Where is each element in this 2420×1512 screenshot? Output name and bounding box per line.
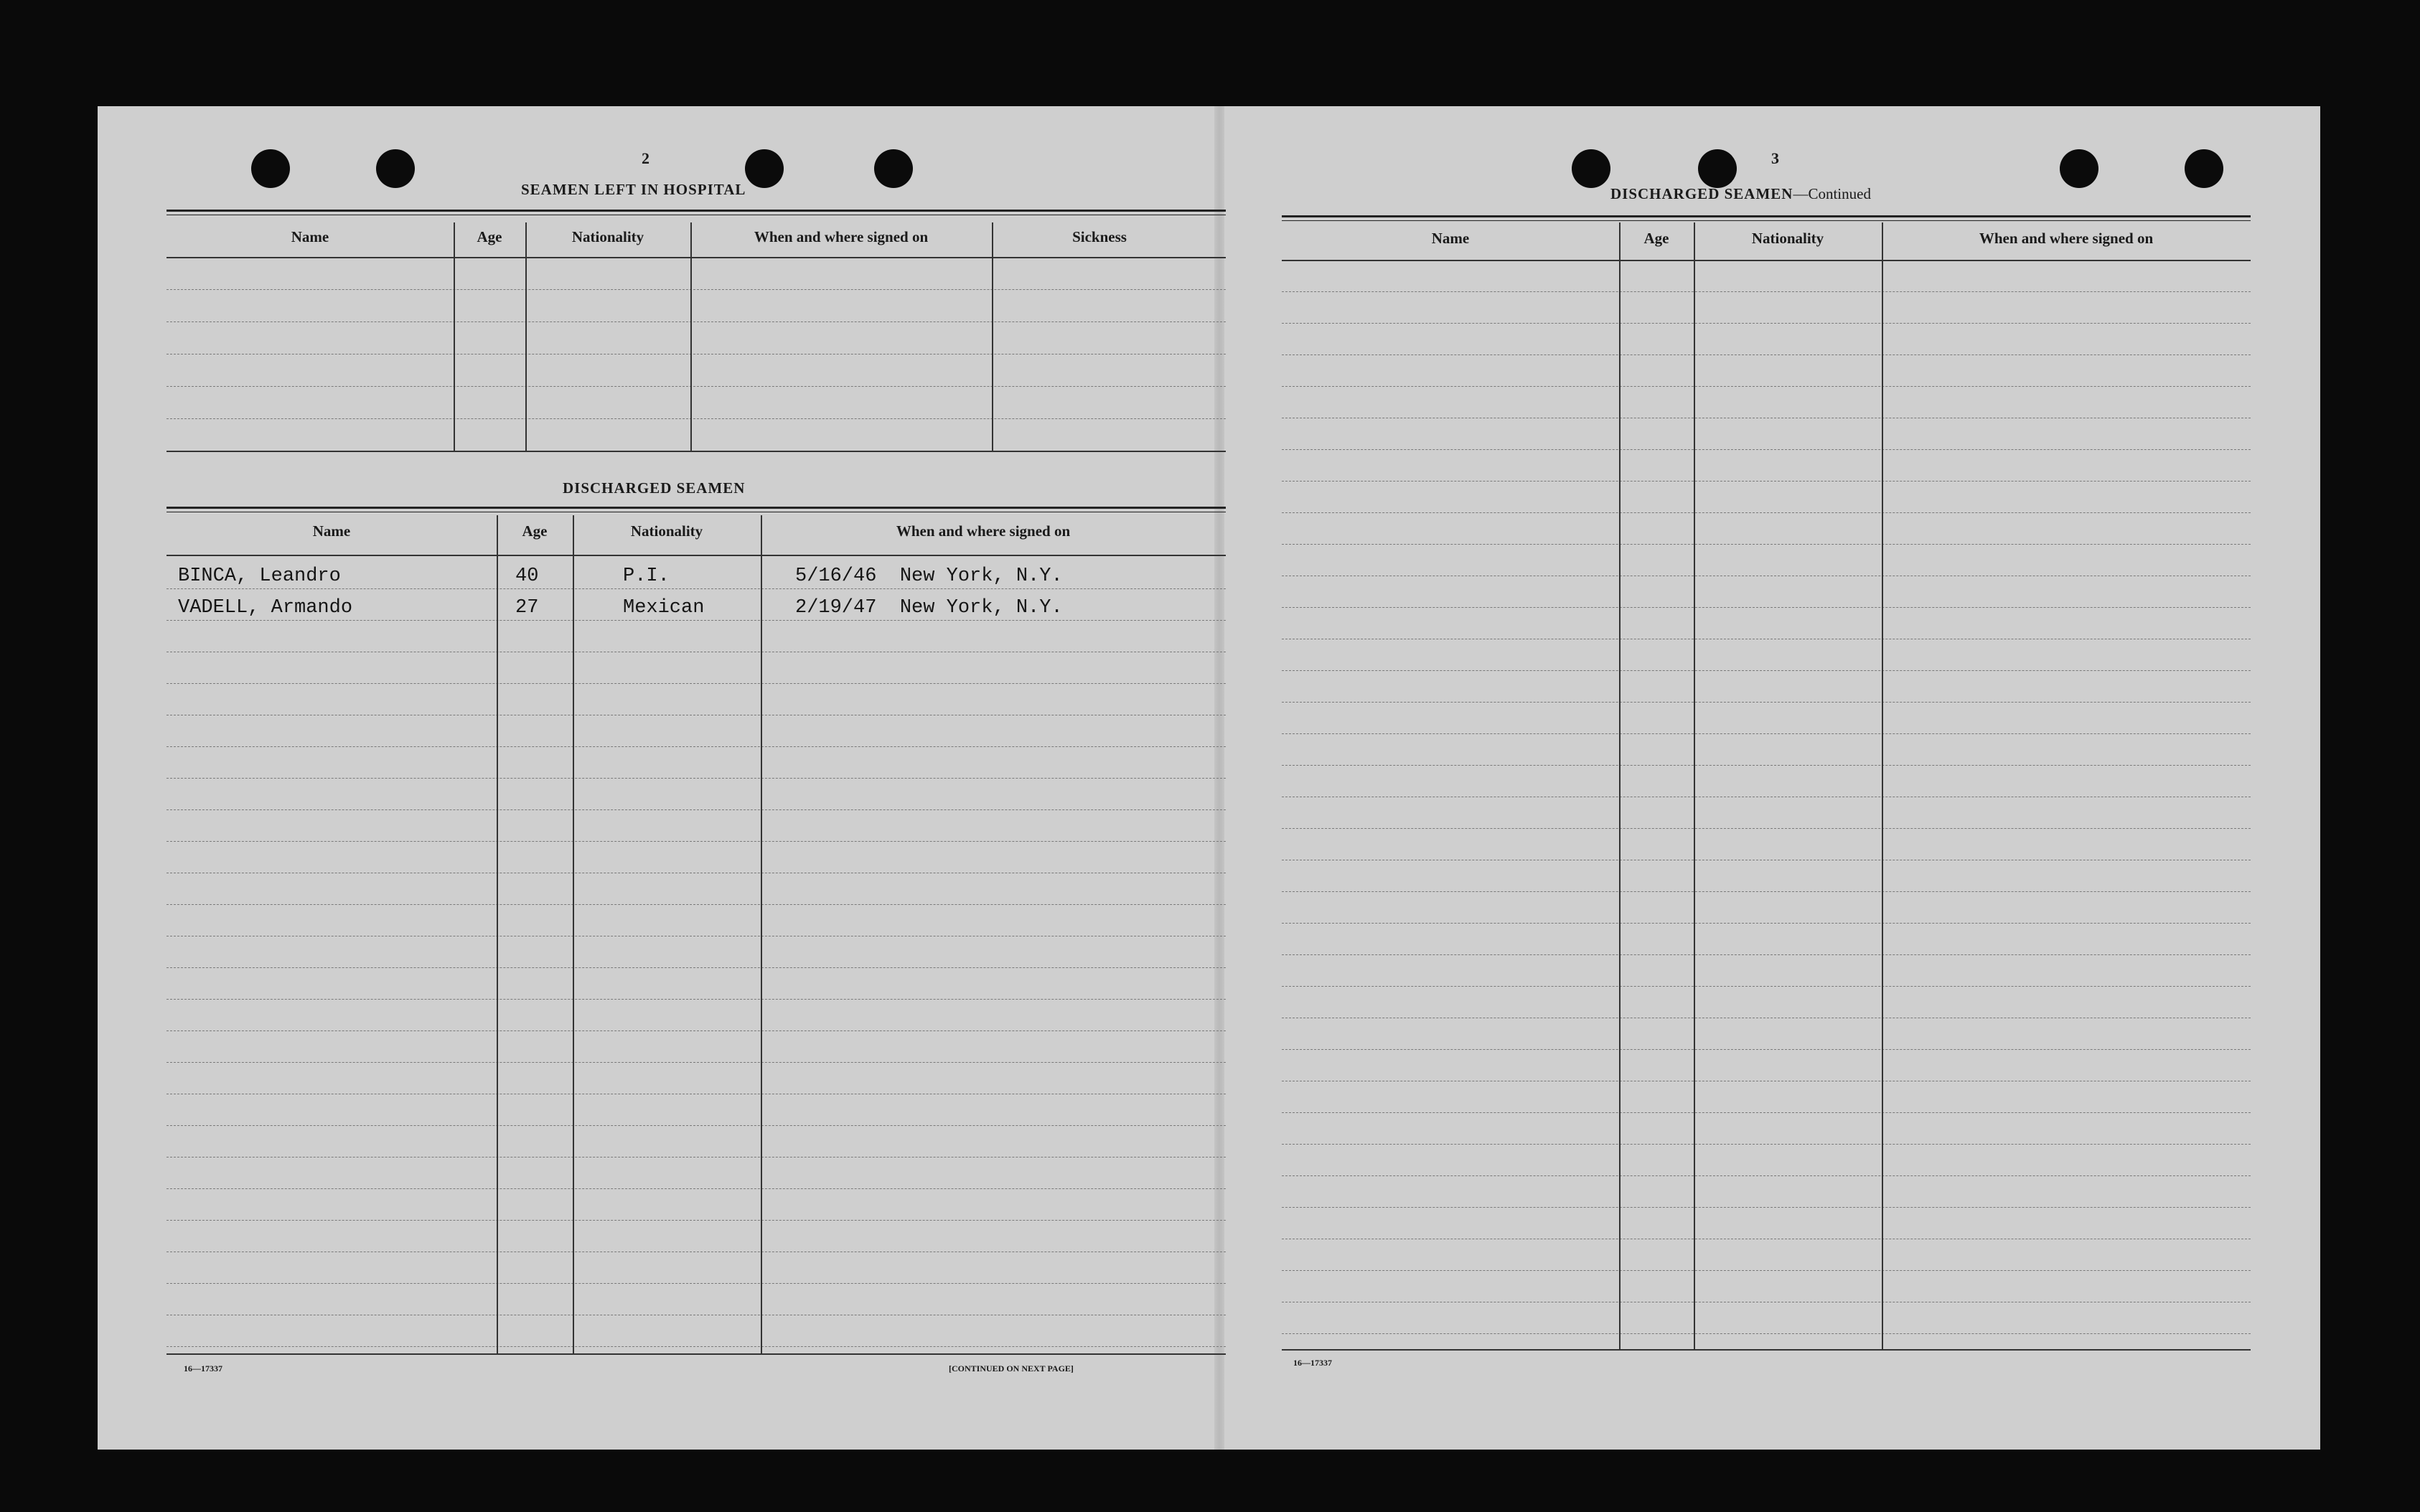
document-sheet	[98, 106, 2320, 1450]
ruled-line	[1282, 1175, 2251, 1176]
ruled-line	[1282, 449, 2251, 450]
discharged-bottom-rule	[167, 1353, 1226, 1355]
ruled-line	[1282, 733, 2251, 734]
ruled-line	[1282, 291, 2251, 292]
discharged-col-divider	[761, 515, 762, 1355]
right-bottom-rule	[1282, 1349, 2251, 1351]
row-1-nationality: P.I.	[623, 565, 670, 587]
ruled-line	[1282, 544, 2251, 545]
ruled-line	[167, 999, 1226, 1000]
hospital-header-nationality: Nationality	[571, 228, 644, 245]
ruled-line	[167, 746, 1226, 747]
ruled-line	[167, 778, 1226, 779]
discharged-header-name: Name	[312, 522, 351, 540]
ruled-line	[167, 321, 1226, 322]
ruled-line	[1282, 765, 2251, 766]
ruled-line	[167, 1125, 1226, 1126]
punch-hole	[1572, 149, 1610, 188]
ruled-line	[1282, 1049, 2251, 1050]
ruled-line	[1282, 354, 2251, 355]
continued-note: [CONTINUED ON NEXT PAGE]	[949, 1363, 1074, 1374]
ruled-line	[1282, 607, 2251, 608]
row-2-nationality: Mexican	[623, 597, 705, 619]
row-1-signed-on: 5/16/46 New York, N.Y.	[795, 565, 1063, 587]
right-top-rule	[1282, 215, 2251, 221]
ruled-line	[167, 588, 1226, 589]
ruled-line	[167, 841, 1226, 842]
ruled-line	[167, 1220, 1226, 1221]
discharged-col-divider	[497, 515, 498, 1355]
right-page	[1224, 106, 2320, 1450]
ruled-line	[1282, 512, 2251, 513]
ruled-line	[167, 967, 1226, 968]
punch-hole	[874, 149, 913, 188]
ruled-line	[1282, 954, 2251, 955]
row-2-signed-on: 2/19/47 New York, N.Y.	[795, 597, 1063, 619]
hospital-header-signed-on: When and where signed on	[754, 228, 929, 245]
ruled-line	[1282, 923, 2251, 924]
punch-hole	[376, 149, 415, 188]
right-title-suffix: —Continued	[1793, 185, 1871, 202]
right-col-divider	[1694, 222, 1695, 1351]
form-number: 16—17337	[184, 1363, 222, 1374]
hospital-col-divider	[525, 222, 527, 452]
ruled-line	[1282, 1207, 2251, 1208]
right-col-divider	[1882, 222, 1883, 1351]
discharged-header-nationality: Nationality	[630, 522, 703, 540]
row-1-name: BINCA, Leandro	[178, 565, 341, 587]
ruled-line	[1282, 1270, 2251, 1271]
row-2-age: 27	[515, 597, 539, 619]
right-header-name: Name	[1431, 230, 1470, 247]
hospital-col-divider	[454, 222, 455, 452]
ruled-line	[167, 683, 1226, 684]
form-number: 16—17337	[1293, 1358, 1332, 1368]
page-number: 3	[1771, 149, 1779, 167]
ruled-line	[167, 904, 1226, 905]
ruled-line	[167, 289, 1226, 290]
hospital-top-rule	[167, 210, 1226, 215]
ruled-line	[1282, 323, 2251, 324]
ruled-line	[1282, 481, 2251, 482]
punch-hole	[1698, 149, 1737, 188]
page-number: 2	[642, 149, 649, 167]
ruled-line	[167, 809, 1226, 810]
discharged-header-signed-on: When and where signed on	[896, 522, 1071, 540]
ruled-line	[167, 386, 1226, 387]
ruled-line	[167, 1188, 1226, 1189]
left-page	[98, 106, 1214, 1450]
ruled-line	[1282, 702, 2251, 703]
ruled-line	[167, 1062, 1226, 1063]
punch-hole	[2185, 149, 2223, 188]
ruled-line	[1282, 986, 2251, 987]
right-header-rule	[1282, 260, 2251, 261]
ruled-line	[1282, 670, 2251, 671]
ruled-line	[167, 1283, 1226, 1284]
ruled-line	[167, 1030, 1226, 1031]
hospital-header-rule	[167, 257, 1226, 258]
ruled-line	[167, 1157, 1226, 1158]
ruled-line	[1282, 386, 2251, 387]
discharged-col-divider	[573, 515, 574, 1355]
punch-hole	[251, 149, 290, 188]
discharged-section-title: DISCHARGED SEAMEN	[563, 479, 746, 497]
ruled-line	[167, 418, 1226, 419]
ruled-line	[167, 620, 1226, 621]
discharged-header-age: Age	[522, 522, 548, 540]
ruled-line	[1282, 1333, 2251, 1334]
hospital-bottom-rule	[167, 451, 1226, 452]
ruled-line	[167, 1346, 1226, 1347]
discharged-header-rule	[167, 555, 1226, 556]
ruled-line	[1282, 1112, 2251, 1113]
punch-hole	[745, 149, 784, 188]
right-header-signed-on: When and where signed on	[1979, 230, 2154, 247]
hospital-col-divider	[992, 222, 993, 452]
hospital-header-sickness: Sickness	[1072, 228, 1127, 245]
right-title-main: DISCHARGED SEAMEN	[1610, 185, 1793, 202]
right-header-nationality: Nationality	[1751, 230, 1824, 247]
discharged-top-rule	[167, 507, 1226, 512]
ruled-line	[1282, 891, 2251, 892]
hospital-header-age: Age	[477, 228, 502, 245]
row-2-name: VADELL, Armando	[178, 597, 353, 619]
right-section-title	[1610, 185, 1871, 203]
row-1-age: 40	[515, 565, 539, 587]
ruled-line	[1282, 1144, 2251, 1145]
right-header-age: Age	[1643, 230, 1669, 247]
right-col-divider	[1619, 222, 1621, 1351]
ruled-line	[1282, 828, 2251, 829]
hospital-section-title: SEAMEN LEFT IN HOSPITAL	[521, 181, 746, 198]
punch-hole	[2060, 149, 2098, 188]
hospital-header-name: Name	[291, 228, 329, 245]
hospital-col-divider	[690, 222, 692, 452]
